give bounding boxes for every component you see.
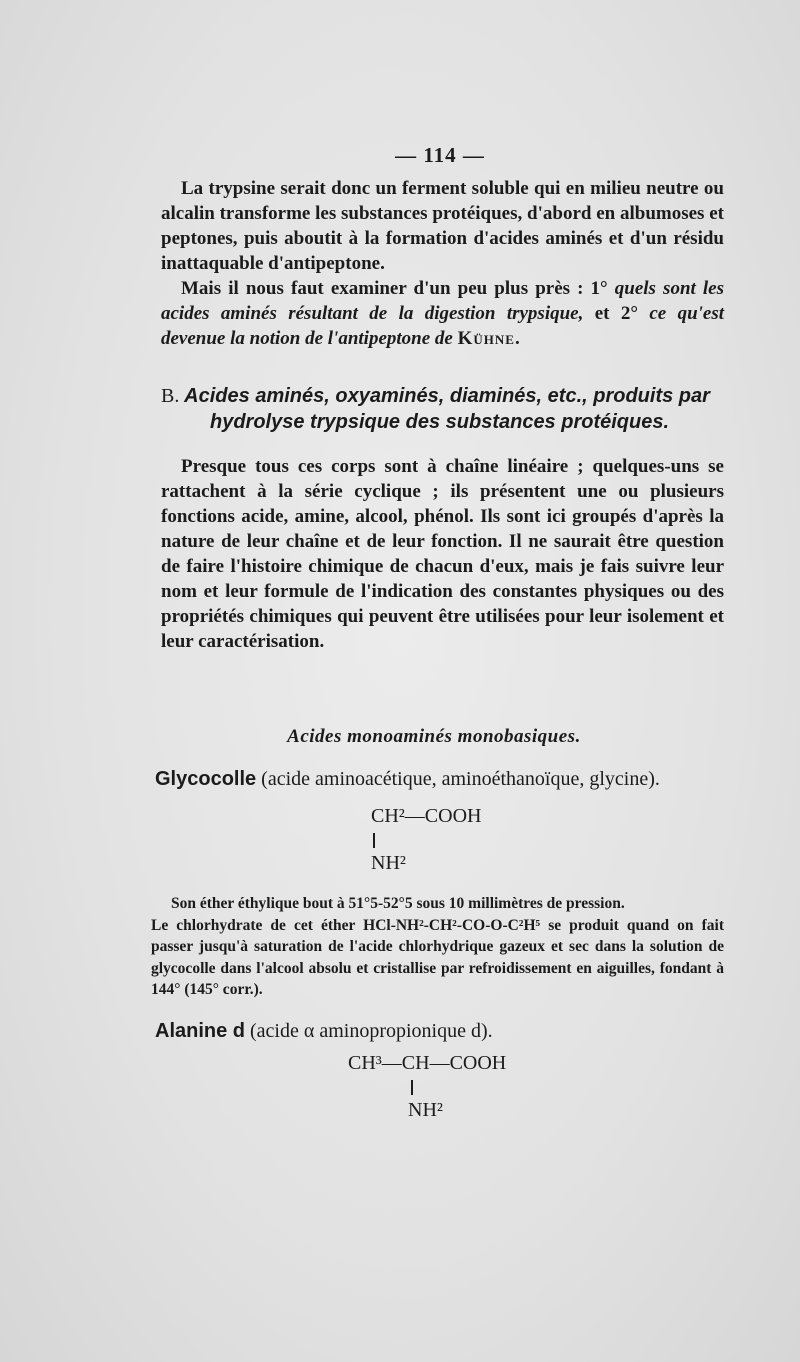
glycocolle-note — [151, 893, 724, 1001]
alanine-formula-top: CH³—CH—COOH — [348, 1052, 507, 1074]
paragraph-2-end: . — [514, 328, 520, 349]
paragraph-1: La trypsine serait donc un ferment soluble qui en milieu neutre ou alcalin transforme les substances protéiques, d'abord en albumoses et peptones, puis aboutit à la formation d'acides aminés et d'un résidu inattaquable d'antipeptone. — [161, 178, 724, 274]
section-letter: B. — [161, 385, 180, 407]
subheading: Acides monoaminés monobasiques. — [287, 726, 581, 747]
alanine-formula-bottom: NH² — [408, 1099, 443, 1121]
paragraph-3: Presque tous ces corps sont à chaîne linéaire ; quelques-uns se rattachent à la série cyclique ; ils présentent une ou plusieurs fonctions acide, amine, alcool, phénol. Ils sont ici groupés d'après la nature de leur chaîne et de leur fonction. Il ne saurait être question de faire l'histoire chimique de chacun d'eux, mais je fais suivre leur nom et leur formule de l'indication des constantes physiques ou des propriétés chimiques qui peuvent être utilisées pour leur isolement et leur caractérisation. — [161, 456, 724, 652]
section-title-line2: hydrolyse trypsique des substances protéiques. — [210, 411, 670, 433]
alanine-description: (acide α aminopropionique d). — [250, 1020, 493, 1042]
paragraph-2-italic1: quels sont les acides aminés résultant de la digestion trypsique, — [161, 278, 725, 324]
note-line-1: Son éther éthylique bout à 51°5-52°5 sous 10 millimètres de pression. — [171, 895, 625, 912]
alanine-bond-line — [411, 1080, 413, 1095]
glycocolle-formula-bottom: NH² — [371, 852, 406, 874]
alanine-entry — [155, 1018, 730, 1044]
section-title-line1: Acides aminés, oxyaminés, diaminés, etc., produits par — [184, 385, 710, 407]
author-name: Kühne — [457, 328, 515, 349]
page-number: — 114 — — [395, 143, 485, 167]
paragraph-2-part1: Mais il nous faut examiner d'un peu plus près : 1° — [181, 278, 608, 299]
glycocolle-formula — [371, 805, 481, 874]
glycocolle-description: (acide aminoacétique, aminoéthanoïque, glycine). — [261, 768, 660, 790]
paragraph-3-block — [161, 454, 724, 654]
paragraph-2-italic2: ce qu'est devenue la notion de l'antipeptone de — [161, 303, 725, 349]
glycocolle-entry — [155, 766, 730, 792]
alanine-formula — [348, 1052, 506, 1121]
alanine-name: Alanine d — [155, 1020, 246, 1042]
intro-paragraphs — [161, 176, 724, 351]
note-line-2: Le chlorhydrate de cet éther HCl-NH²-CH²-CO-O-C²H⁵ se produit quand on fait passer jusqu'à saturation de l'acide chlorhydrique gazeux et sec dans la solution de glycocolle dans l'alcool absolu et cristallise par refroidissement en aiguilles, fondant à 144° (145° corr.). — [151, 916, 724, 998]
glycocolle-name: Glycocolle — [155, 768, 257, 790]
section-heading — [161, 383, 731, 435]
paragraph-2 — [161, 276, 724, 351]
paragraph-2-part2: et 2° — [594, 303, 638, 324]
glycocolle-formula-top: CH²—COOH — [371, 805, 482, 827]
glycocolle-bond-line — [373, 833, 375, 848]
